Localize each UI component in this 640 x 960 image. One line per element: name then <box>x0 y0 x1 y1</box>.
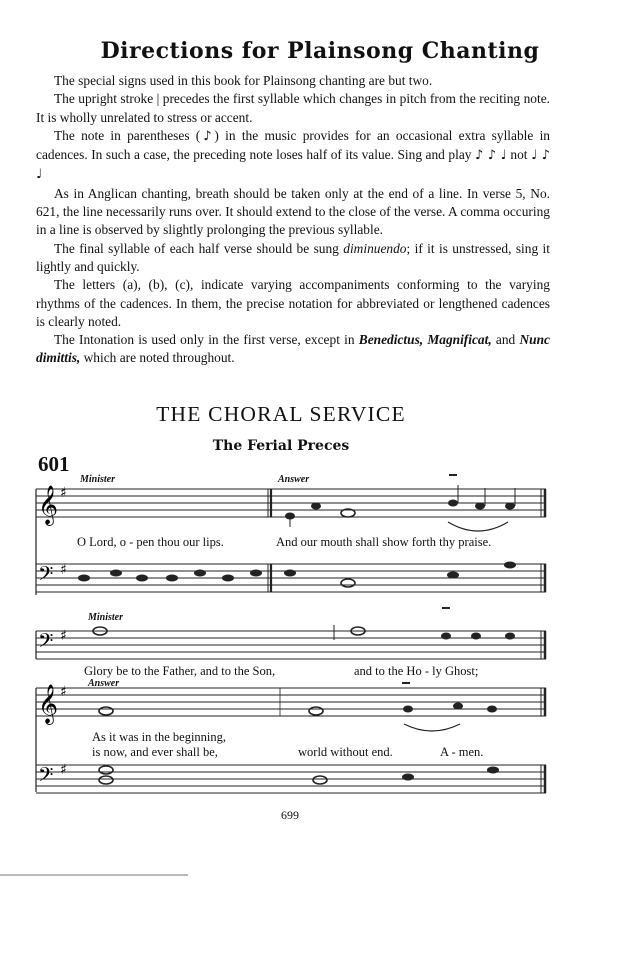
bass-clef-icon: 𝄢 <box>38 629 54 657</box>
treble-clef-icon: 𝄞 <box>38 485 59 525</box>
page-number: 699 <box>281 808 299 822</box>
section-title: THE CHORAL SERVICE <box>156 402 406 426</box>
lyric-line-1: As it was in the beginning, <box>92 730 227 744</box>
hymn-number: 601 <box>38 452 70 476</box>
paragraph-breath: As in Anglican chanting, breath should be taken only at the end of a line. In verse 5, No. 621, the line necessarily runs over. It should extend to the close of the verse. A comma occuring in a line is observed by slightly prolonging the previous syllable. <box>36 185 550 238</box>
sharp-icon: ♯ <box>60 562 67 578</box>
bass-clef-icon: 𝄢 <box>38 763 54 791</box>
note-head <box>311 503 321 510</box>
paragraph-letters: The letters (a), (b), (c), indicate varying accompaniments conforming to the varying rhythms of the cadences. In them, the precise notation for abbreviated or lengthened cadences is clearly noted. <box>36 277 550 329</box>
lyric-amen: A - men. <box>440 745 484 759</box>
rhythm-example-icon: ♪ ♪ ♩ <box>475 148 507 164</box>
lyric-line-2: is now, and ever shall be, <box>92 745 218 759</box>
lyric-answer-1: And our mouth shall show forth thy praise. <box>276 535 492 549</box>
note-head <box>475 503 485 510</box>
subsection-title: The Ferial Preces <box>212 438 350 454</box>
lyric-minister-2: Glory be to the Father, and to the Son, <box>84 664 276 678</box>
sharp-icon: ♯ <box>60 684 67 700</box>
paragraph-special-signs: The special signs used in this book for Plainsong chanting are but two. <box>54 73 433 88</box>
staff-bass-1 <box>36 564 546 592</box>
paragraph-intonation: The Intonation is used only in the first verse, except in Benedictus, Magnificat, and Nunc dimittis, which are noted throughout. <box>36 332 550 366</box>
paragraph-final-syllable: The final syllable of each half verse should be sung diminuendo; if it is unstressed, sing it lightly and quickly. <box>36 240 550 274</box>
paragraph-upright-stroke: The upright stroke | precedes the first syllable which changes in pitch from the reciting note. It is wholly unrelated to stress or accent. <box>36 91 550 125</box>
label-answer-1: Answer <box>278 474 310 485</box>
note-head <box>505 503 515 510</box>
bass-clef-icon: 𝄢 <box>38 562 54 590</box>
lyric-world-without-end: world without end. <box>298 745 393 759</box>
label-minister-1: Minister <box>80 474 116 485</box>
rhythm-alternative-icon: ♩ ♪ ♩ <box>36 148 550 183</box>
lyric-minister-1: O Lord, o - pen thou our lips. <box>77 535 224 549</box>
lyric-answer-2: and to the Ho - ly Ghost; <box>354 664 479 678</box>
staff-bass-2 <box>36 631 546 659</box>
label-minister-2: Minister <box>88 612 124 623</box>
label-answer-3: Answer <box>88 678 120 689</box>
paragraph-parentheses: The note in parentheses (♪) in the music provides for an occasional extra syllable in cadences. In such a case, the preceding note loses half of its value. Sing and play ♪ ♪ ♩ not ♩ ♪ ♩ <box>36 127 551 183</box>
note-head <box>448 500 458 507</box>
page-heading: Directions for Plainsong Chanting <box>100 38 540 64</box>
treble-clef-icon: 𝄞 <box>38 684 59 724</box>
sharp-icon: ♯ <box>60 628 67 644</box>
sharp-icon: ♯ <box>60 762 67 778</box>
eighth-note-icon: ♪ <box>200 128 215 144</box>
sharp-icon: ♯ <box>60 485 67 501</box>
